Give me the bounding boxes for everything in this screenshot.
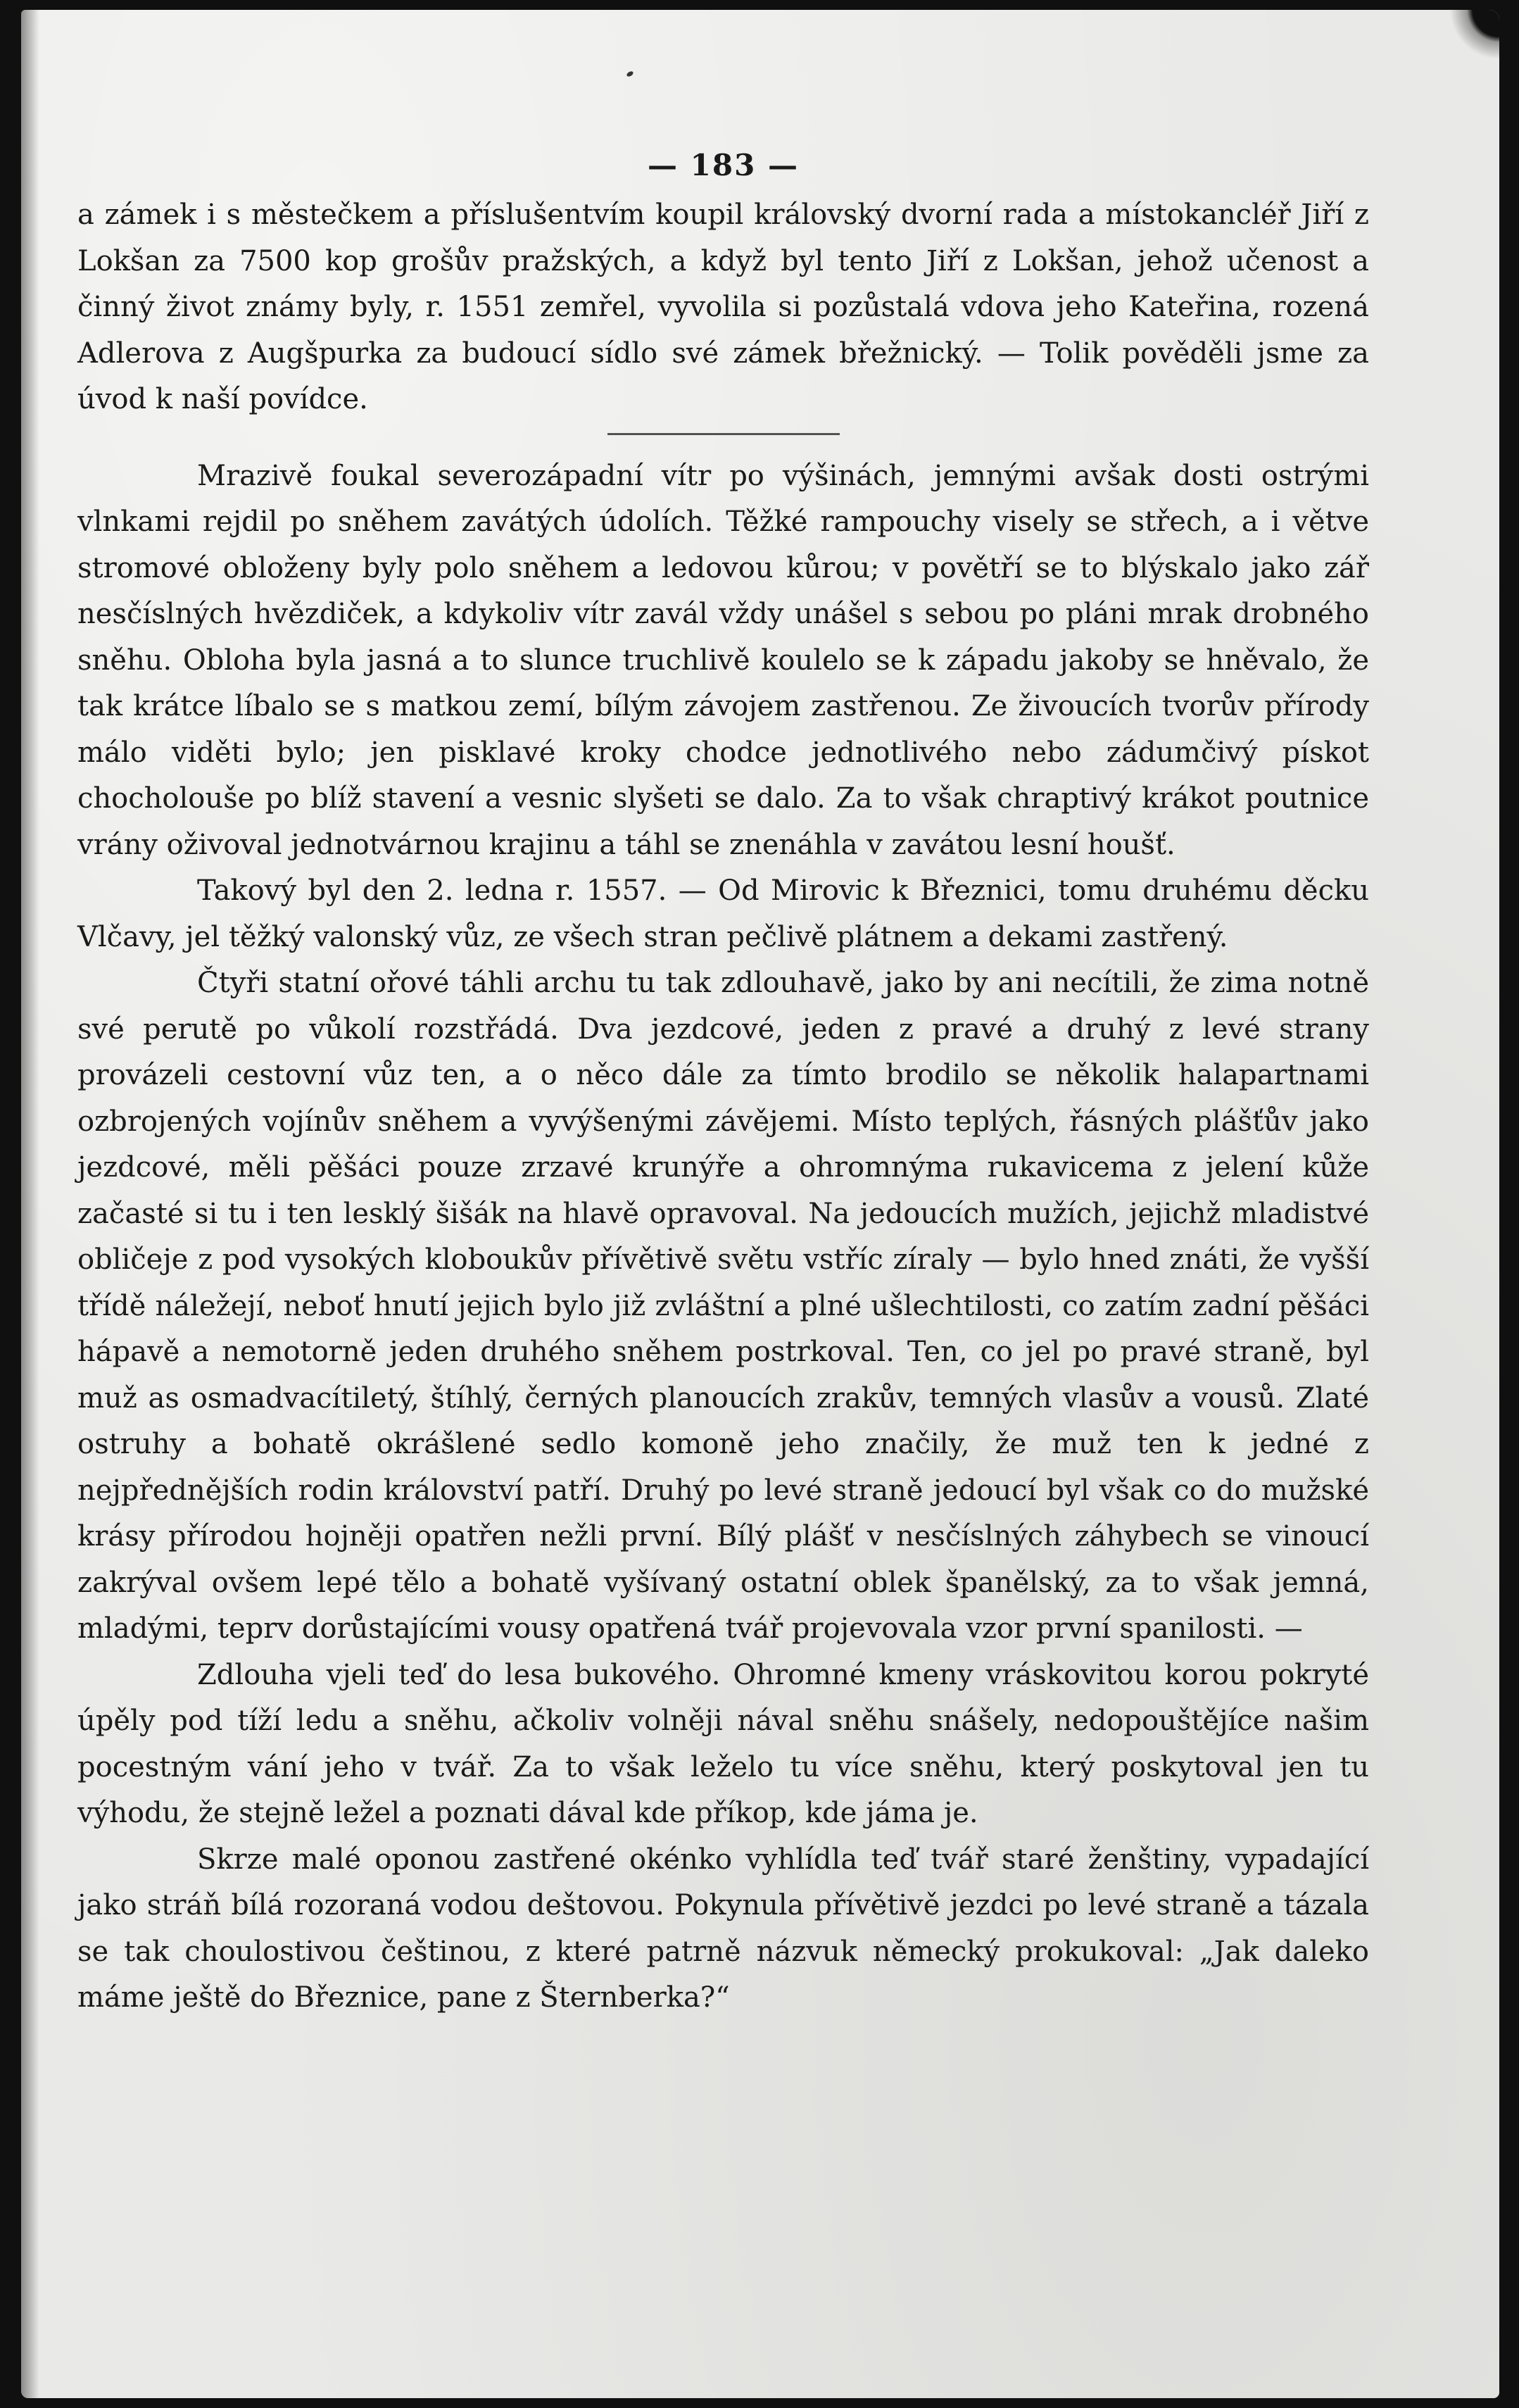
ink-speck: [626, 70, 634, 77]
page-binding-shadow: [21, 10, 39, 2398]
paragraph-1: a zámek i s městečkem a příslušentvím koupil královský dvorní rada a místokancléř Jiří z Lokšan za 7500 kop grošův pražských, a když byl tento Jiří z Lokšan, jehož učenost a činný život známy byly, r. 1551 zemřel, vyvolila si pozůstalá vdova jeho Kateřina, rozená Adlerova z Augšpurka za budoucí sídlo své zámek břežnický. — Tolik pověděli jsme za úvod k naší povídce.: [77, 199, 1369, 415]
paragraph-6: Skrze malé oponou zastřené okénko vyhlídla teď tvář staré ženštiny, vypadající jako stráň bílá rozoraná vodou deštovou. Pokynula přívětivě jezdci po levé straně a tázala se tak choulostivou češtinou, z které patrně názvuk německý prokukoval: „Jak daleko máme ještě do Březnice, pane z Šternberka?“: [77, 1843, 1369, 2014]
paragraph-5: Zdlouha vjeli teď do lesa bukového. Ohromné kmeny vráskovitou korou pokryté úpěly pod tíží ledu a sněhu, ačkoliv volněji nával sněhu snášely, nedopouštějíce našim pocestným vání jeho v tvář. Za to však leželo tu více sněhu, který poskytoval jen tu výhodu, že stejně ležel a poznati dával kde příkop, kde jáma je.: [77, 1658, 1369, 1829]
paragraph-4: Čtyři statní ořové táhli archu tu tak zdlouhavě, jako by ani necítili, že zima notně své perutě po vůkolí rozstřádá. Dva jezdcové, jeden z pravé a druhý z levé strany provázeli cestovní vůz ten, a o něco dále za tímto brodilo se několik halapartnami ozbrojených vojínův sněhem a vyvýšenými závějemi. Místo teplých, řásných plášťův jako jezdcové, měli pěšáci pouze zrzavé krunýře a ohromnýma rukavicema z jelení kůže začasté si tu i ten lesklý šišák na hlavě opravoval. Na jedoucích mužích, jejichž mladistvé obličeje z pod vysokých kloboukův přívětivě světu vstříc zíraly — bylo hned znáti, že vyšší třídě náležejí, neboť hnutí jejich bylo již zvláštní a plné ušlechtilosti, co zatím zadní pěšáci hápavě a nemotorně jeden druhého sněhem postrkoval. Ten, co jel po pravé straně, byl muž as osmadvacítiletý, štíhlý, černých planoucích zrakův, temných vlasův a vousů. Zlaté ostruhy a bohatě okrášlené sedlo komoně jeho značily, že muž ten k jedné z nejpřednějších rodin království patří. Druhý po levé straně jedoucí byl však co do mužské krásy přírodou hojněji opatřen nežli první. Bílý plášť v nesčíslných záhybech se vinoucí zakrýval ovšem lepé tělo a bohatě vyšívaný ostatní oblek španělský, za to však jemná, mladými, teprv dorůstajícími vousy opatřená tvář projevovala vzor první spanilosti. —: [77, 967, 1369, 1645]
page-number: — 183 —: [648, 148, 799, 182]
text-block: [77, 144, 1369, 2021]
paragraph-3: Takový byl den 2. ledna r. 1557. — Od Mirovic k Březnici, tomu druhému děcku Vlčavy, jel těžký valonský vůz, ze všech stran pečlivě plátnem a dekami zastřený.: [77, 874, 1369, 953]
page-corner-curl: [1436, 10, 1499, 59]
paragraph-2: Mrazivě foukal severozápadní vítr po výšinách, jemnými avšak dosti ostrými vlnkami rejdil po sněhem zavátých údolích. Těžké rampouchy visely se střech, a i větve stromové obloženy byly polo sněhem a ledovou kůrou; v povětří se to blýskalo jako zář nesčíslných hvězdiček, a kdykoliv vítr zavál vždy unášel s sebou po pláni mrak drobného sněhu. Obloha byla jasná a to slunce truchlivě koulelo se k západu jakoby se hněvalo, že tak krátce líbalo se s matkou zemí, bílým závojem zastřenou. Ze živoucích tvorův přírody málo viděti bylo; jen pisklavé kroky chodce jednotlivého nebo zádumčivý pískot chocholouše po blíž stavení a vesnic slyšeti se dalo. Za to však chraptivý krákot poutnice vrány oživoval jednotvárnou krajinu a táhl se znenáhla v zavátou lesní houšť.: [77, 459, 1369, 861]
section-separator: [607, 433, 840, 435]
